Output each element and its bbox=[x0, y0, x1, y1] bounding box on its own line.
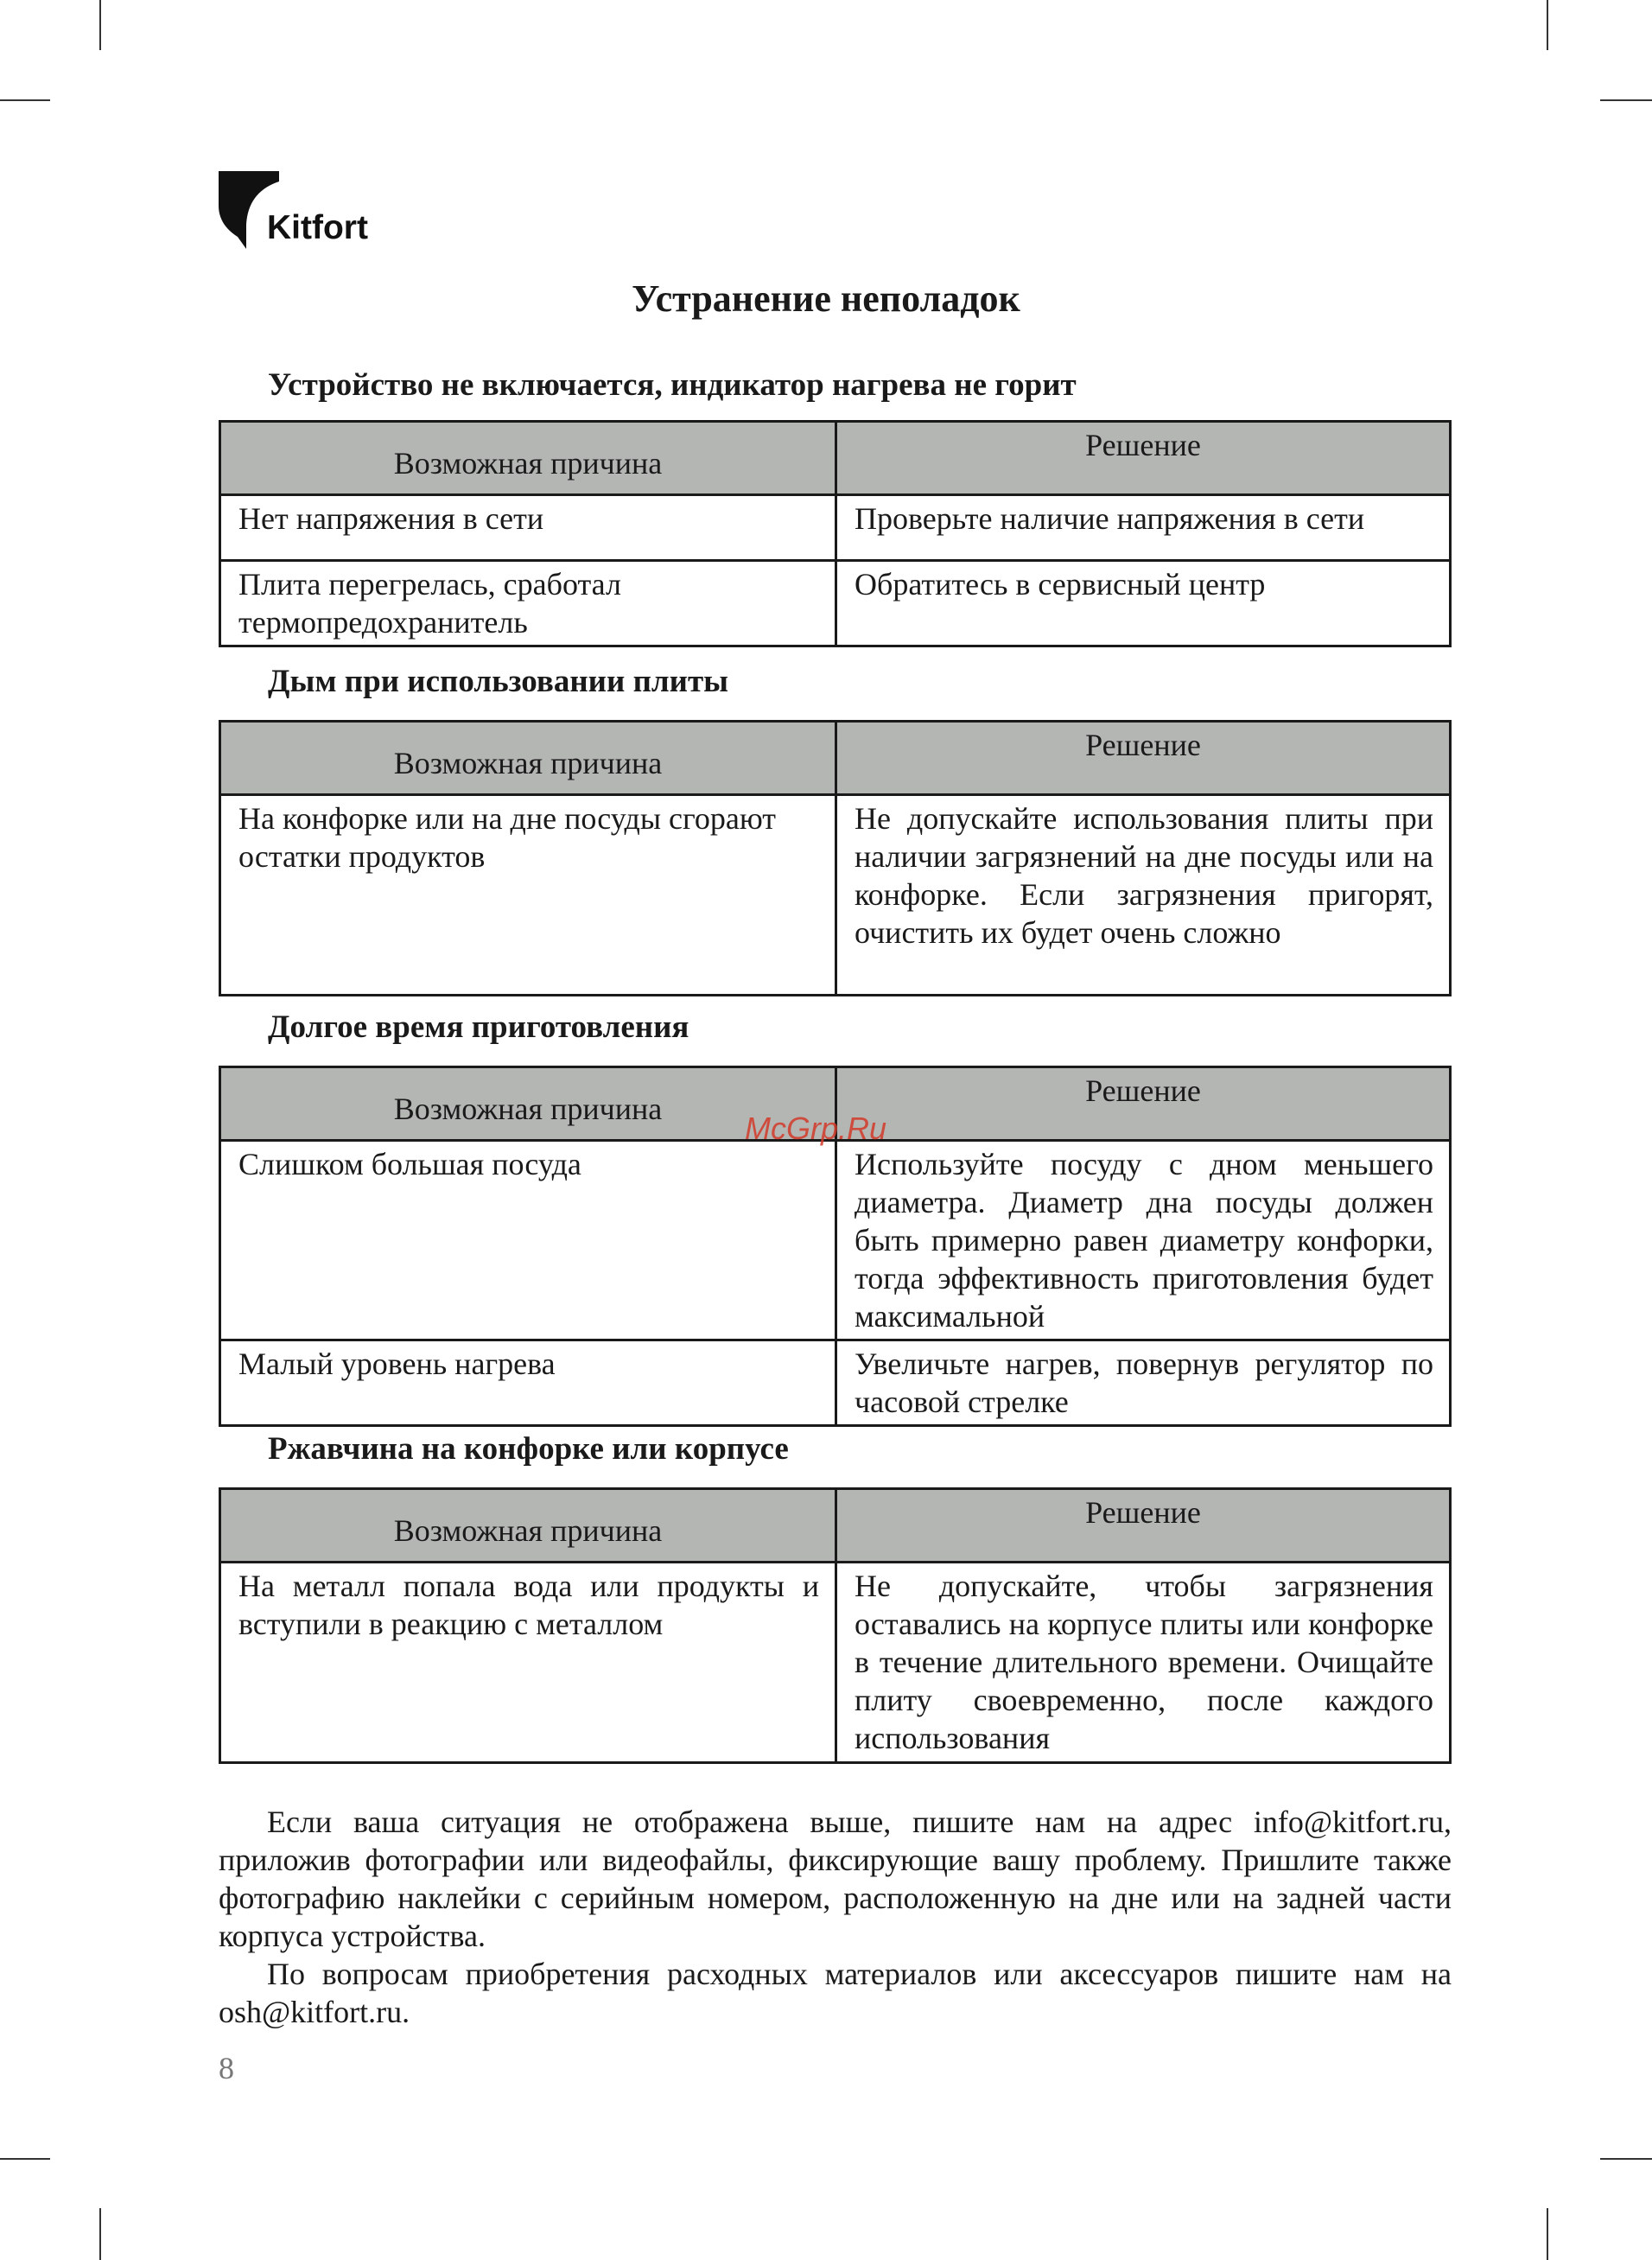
crop-mark bbox=[0, 99, 50, 101]
crop-mark bbox=[0, 2158, 50, 2160]
accessories-paragraph: По вопросам приобретения расходных материалов или аксессуаров пишите нам на osh@kitfort.ru. bbox=[219, 1957, 1452, 2029]
solution-cell: Не допускайте использования плиты при наличии загрязнений на дне посуды или на конфорке. Если загрязнения пригорят, очистить их будет очень сложно bbox=[836, 795, 1451, 996]
troubleshooting-table-smoke bbox=[219, 720, 1452, 996]
table-header-row bbox=[220, 1489, 1451, 1563]
column-header-solution: Решение bbox=[836, 1067, 1451, 1141]
table-row bbox=[220, 795, 1451, 996]
cause-cell: Слишком большая посуда bbox=[220, 1141, 836, 1340]
table-row bbox=[220, 1340, 1451, 1426]
cause-cell: Плита перегрелась, сработал термопредохранитель bbox=[220, 561, 836, 646]
solution-cell: Не допускайте, чтобы загрязнения оставались на корпусе плиты или конфорке в течение длительного времени. Очищайте плиту своевременно, после каждого использования bbox=[836, 1563, 1451, 1763]
cause-cell: Нет напряжения в сети bbox=[220, 495, 836, 561]
solution-cell: Используйте посуду с дном меньшего диаметра. Диаметр дна посуды должен быть примерно равен диаметру конфорки, тогда эффективность приготовления будет максимальной bbox=[836, 1141, 1451, 1340]
brand-name: Kitfort bbox=[267, 209, 368, 246]
contact-paragraph: Если ваша ситуация не отображена выше, пишите нам на адрес info@kitfort.ru, приложив фотографии или видеофайлы, фиксирующие вашу проблему. Пришлите также фотографию наклейки с серийным номером, расположенную на дне или на задней части корпуса устройства. bbox=[219, 1805, 1452, 1953]
solution-cell: Увеличьте нагрев, повернув регулятор по часовой стрелке bbox=[836, 1340, 1451, 1426]
table-row bbox=[220, 495, 1451, 561]
table-row bbox=[220, 561, 1451, 646]
crop-mark bbox=[99, 2208, 101, 2260]
crop-mark bbox=[99, 0, 101, 50]
column-header-cause: Возможная причина bbox=[220, 422, 836, 495]
table-header-row bbox=[220, 422, 1451, 495]
section-title-smoke: Дым при использовании плиты bbox=[268, 664, 729, 699]
section-title-no-power: Устройство не включается, индикатор нагрева не горит bbox=[268, 367, 1077, 403]
cause-cell: На металл попала вода или продукты и вступили в реакцию с металлом bbox=[220, 1563, 836, 1763]
column-header-cause: Возможная причина bbox=[220, 1489, 836, 1563]
table-header-row bbox=[220, 722, 1451, 795]
column-header-solution: Решение bbox=[836, 722, 1451, 795]
solution-cell: Обратитесь в сервисный центр bbox=[836, 561, 1451, 646]
crop-mark bbox=[1547, 0, 1548, 50]
brand-logo bbox=[219, 171, 391, 253]
table-row bbox=[220, 1563, 1451, 1763]
column-header-cause: Возможная причина bbox=[220, 722, 836, 795]
troubleshooting-table-rust bbox=[219, 1487, 1452, 1764]
cause-cell: На конфорке или на дне посуды сгорают остатки продуктов bbox=[220, 795, 836, 996]
solution-cell: Проверьте наличие напряжения в сети bbox=[836, 495, 1451, 561]
crop-mark bbox=[1547, 2208, 1548, 2260]
troubleshooting-table-no-power bbox=[219, 420, 1452, 647]
page-title: Устранение неполадок bbox=[632, 277, 1020, 320]
section-title-long-cooking: Долгое время приготовления bbox=[268, 1009, 689, 1045]
column-header-cause: Возможная причина bbox=[220, 1067, 836, 1141]
crop-mark bbox=[1600, 99, 1652, 101]
page-number: 8 bbox=[219, 2051, 234, 2085]
section-title-rust: Ржавчина на конфорке или корпусе bbox=[268, 1431, 789, 1467]
cause-cell: Малый уровень нагрева bbox=[220, 1340, 836, 1426]
column-header-solution: Решение bbox=[836, 1489, 1451, 1563]
crop-mark bbox=[1600, 2158, 1652, 2160]
column-header-solution: Решение bbox=[836, 422, 1451, 495]
watermark: McGrp.Ru bbox=[745, 1111, 887, 1146]
table-row bbox=[220, 1141, 1451, 1340]
